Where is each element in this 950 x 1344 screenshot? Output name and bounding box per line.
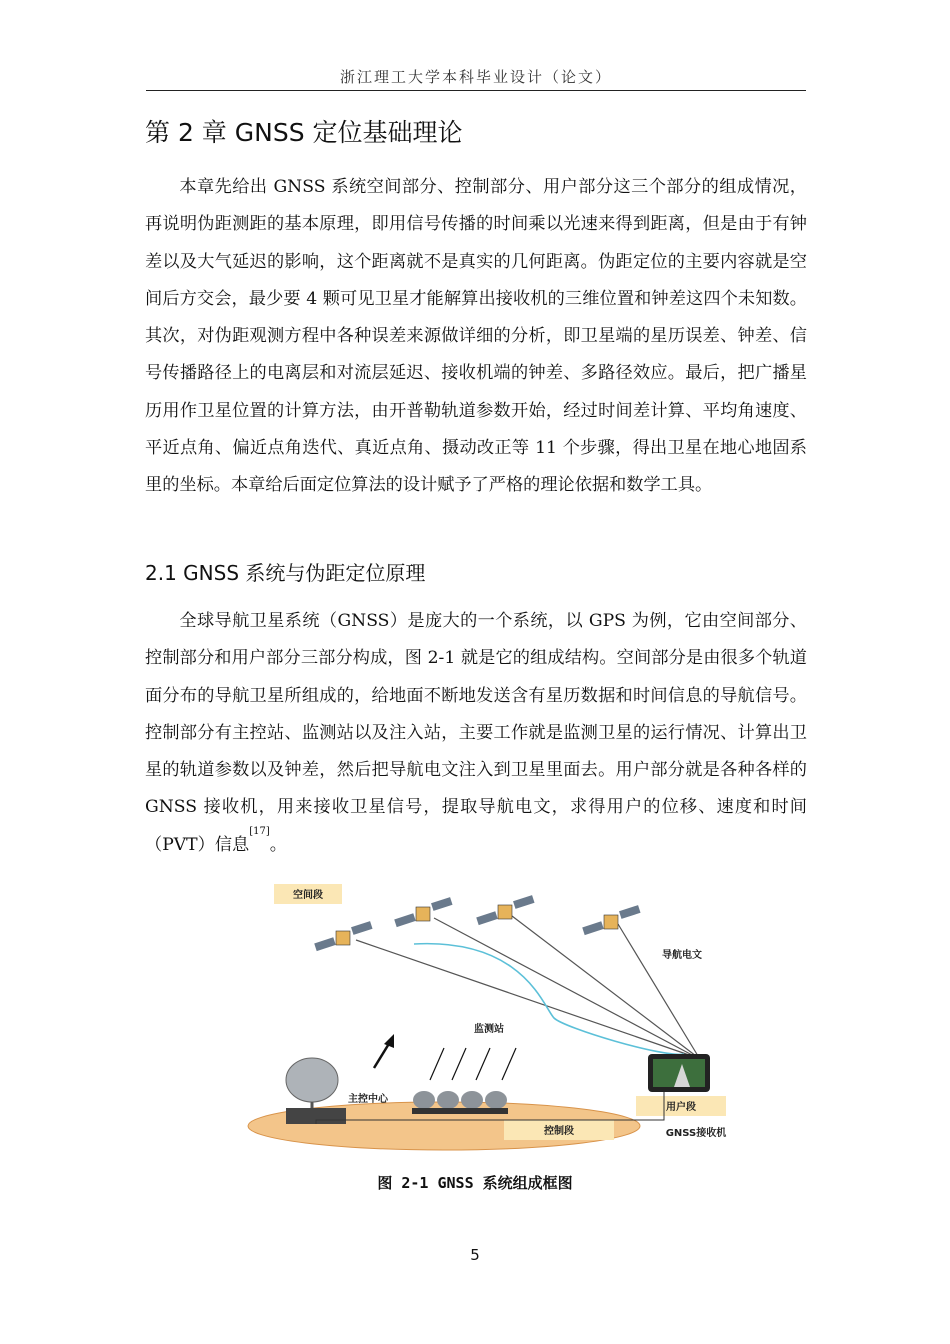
signal-lines — [356, 916, 698, 1056]
receiver-label: GNSS接收机 — [665, 1128, 727, 1139]
user-segment-label: 用户段 — [666, 1102, 696, 1113]
satellite-icon — [314, 921, 372, 951]
monitor-stations-label: 监测站 — [474, 1024, 504, 1035]
section-title: 2.1 GNSS 系统与伪距定位原理 — [145, 561, 426, 585]
citation: [17] — [249, 825, 270, 837]
chapter-title: 第 2 章 GNSS 定位基础理论 — [145, 118, 463, 147]
master-dish-icon — [286, 1058, 346, 1124]
uplink-arrow-icon — [374, 1034, 394, 1068]
master-control-label: 主控中心 — [348, 1094, 388, 1105]
page-header: 浙江理工大学本科毕业设计（论文） — [146, 64, 806, 91]
section-paragraph-text: 全球导航卫星系统（GNSS）是庞大的一个系统，以 GPS 为例，它由空间部分、控制部分和用户部分三部分构成，图 2-1 就是它的组成结构。空间部分是由很多个轨道面分布的导航卫星所组成的，给地面不断地发送含有星历数据和时间信息的导航信号。控制部分有主控站、监测站以及注入站，主要工作就是监测卫星的运行情况、计算出卫星的轨道参数以及钟差，然后把导航电文注入到卫星里面去。用户部分就是各种各样的 GNSS 接收机，用来接收卫星信号，提取导航电文，求得用户的位移、速度和时间（PVT）信息 — [145, 611, 807, 855]
monitor-arrows — [430, 1048, 516, 1080]
nav-message-label: 导航电文 — [662, 950, 702, 961]
satellite-icon — [582, 905, 640, 935]
figure-caption: 图 2-1 GNSS 系统组成框图 — [377, 1174, 573, 1192]
chapter-intro-paragraph: 本章先给出 GNSS 系统空间部分、控制部分、用户部分这三个部分的组成情况，再说明伪距测距的基本原理，即用信号传播的时间乘以光速来得到距离，但是由于有钟差以及大气延迟的影响，这个距离就不是真实的几何距离。伪距定位的主要内容就是空间后方交会，最少要 4 颗可见卫星才能解算出接收机的三维位置和钟差这四个未知数。其次，对伪距观测方程中各种误差来源做详细的分析，即卫星端的星历误差、钟差、信号传播路径上的电离层和对流层延迟、接收机端的钟差、多路径效应。最后，把广播星历用作卫星位置的计算方法，由开普勒轨道参数开始，经过时间差计算、平均角速度、平近点角、偏近点角迭代、真近点角、摄动改正等 11 个步骤，得出卫星在地心地固系里的坐标。本章给后面定位算法的设计赋予了严格的理论依据和数学工具。 — [145, 177, 807, 496]
section-paragraph — [145, 603, 807, 864]
gnss-receiver-icon — [648, 1054, 710, 1092]
control-segment-label: 控制段 — [544, 1126, 574, 1137]
page-number: 5 — [470, 1246, 480, 1264]
satellite-icon — [476, 895, 534, 925]
space-segment-label: 空间段 — [293, 890, 323, 901]
gnss-system-diagram — [244, 868, 746, 1158]
section-paragraph-end: 。 — [269, 834, 287, 855]
uplink-curve — [414, 944, 684, 1055]
